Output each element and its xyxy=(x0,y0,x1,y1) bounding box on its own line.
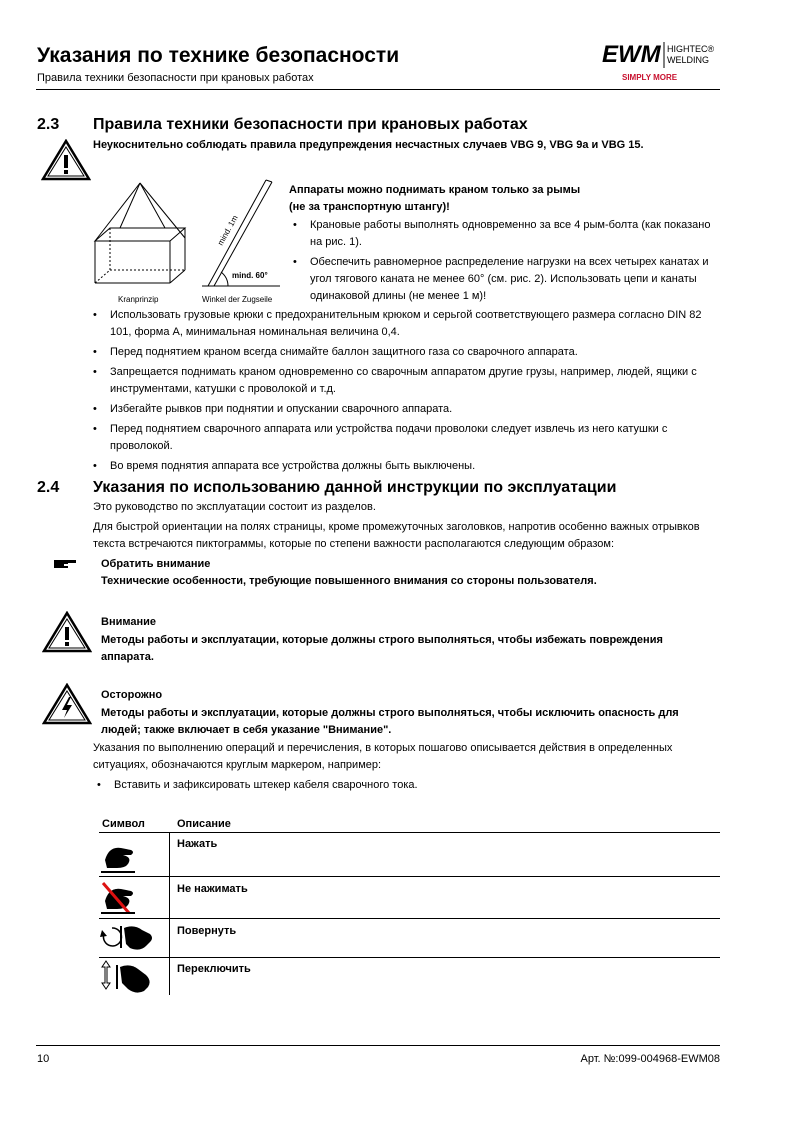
figure-caption-left: Kranprinzip xyxy=(118,295,159,304)
caution-text: Методы работы и эксплуатации, которые должны строго выполняться, чтобы избежать повреждения аппарата. xyxy=(101,634,663,663)
lift-heading: Аппараты можно поднимать краном только за рымы (не за транспортную штангу)! xyxy=(289,184,581,213)
lift-bullet-list xyxy=(289,217,719,308)
caution-triangle-icon xyxy=(42,611,92,658)
column-header-symbol: Символ xyxy=(102,818,145,830)
footer-divider xyxy=(36,1045,720,1046)
figure-caption-right: Winkel der Zugseile xyxy=(202,295,273,304)
pointing-hand-icon xyxy=(54,557,78,576)
list-item: • Перед поднятием сварочного аппарата или устройства подачи проволоки следует извлечь из него катушки с проволокой. xyxy=(89,421,719,455)
electric-hazard-icon xyxy=(42,683,92,730)
danger-text: Методы работы и эксплуатации, которые должны строго выполняться, чтобы исключить опасность для людей; также включает в себя указание "Внимание". xyxy=(101,707,679,736)
table-divider xyxy=(99,918,720,919)
section-number: 2.3 xyxy=(37,116,60,133)
press-hand-icon xyxy=(101,838,137,879)
intro-text-2: Для быстрой ориентации на полях страницы, кроме промежуточных заголовков, напротив особенно важных отрывков текста встречаются пиктограммы, которые по степени важности располагаются следующим образом: xyxy=(93,521,700,550)
note-text: Технические особенности, требующие повышенного внимания со стороны пользователя. xyxy=(101,575,597,587)
warning-triangle-icon xyxy=(41,139,91,186)
intro-text-1: Это руководство по эксплуатации состоит из разделов. xyxy=(93,501,376,513)
list-item: • Запрещается поднимать краном одновременно со сварочным аппаратом другие грузы, например, людей, ящики с инструментами, катушки с проволокой и т.д. xyxy=(89,364,719,398)
switch-hand-icon xyxy=(100,959,160,1000)
table-divider xyxy=(99,876,720,877)
table-cell-description: Нажать xyxy=(177,838,218,850)
svg-text:WELDING: WELDING xyxy=(667,55,710,65)
list-item: • Перед поднятием краном всегда снимайте баллон защитного газа со сварочного аппарата. xyxy=(89,344,719,361)
warning-text: Неукоснительно соблюдать правила предупреждения несчастных случаев VBG 9, VBG 9a и VBG 15. xyxy=(93,139,644,151)
page-number: 10 xyxy=(37,1053,50,1065)
do-not-press-icon xyxy=(101,879,137,920)
list-item: • Крановые работы выполнять одновременно за все 4 рым-болта (как показано на рис. 1). xyxy=(289,217,719,251)
crane-figure xyxy=(90,178,285,313)
steps-text: Указания по выполнению операций и перечисления, в которых пошагово описывается действия в определенных ситуациях, обозначаются круглым маркером, например: xyxy=(93,742,673,771)
svg-text:EWM: EWM xyxy=(602,41,661,68)
list-item: • Во время поднятия аппарата все устройства должны быть выключены. xyxy=(89,458,719,475)
crane-bullet-list xyxy=(89,307,719,478)
svg-text:SIMPLY MORE: SIMPLY MORE xyxy=(622,73,678,82)
rotate-hand-icon xyxy=(100,920,160,959)
list-item: • Обеспечить равномерное распределение нагрузки на всех четырех канатах и угол тягового каната не менее 60° (см. рис. 2). Использовать цепи и канаты одинаковой длины (не менее 1 м)! xyxy=(289,254,719,305)
list-item: • Вставить и зафиксировать штекер кабеля сварочного тока. xyxy=(93,777,713,794)
column-header-description: Описание xyxy=(177,818,231,830)
table-cell-description: Не нажимать xyxy=(177,883,248,895)
danger-heading: Осторожно xyxy=(101,689,163,701)
page-title: Указания по технике безопасности xyxy=(37,44,400,67)
table-divider xyxy=(99,832,720,833)
label-angle: mind. 60° xyxy=(232,271,268,280)
caution-heading: Внимание xyxy=(101,616,156,628)
ewm-logo xyxy=(600,38,725,84)
label-length: mind. 1m xyxy=(215,213,240,247)
note-heading: Обратить внимание xyxy=(101,558,211,570)
table-cell-description: Переключить xyxy=(177,963,251,975)
page-subtitle: Правила техники безопасности при крановых работах xyxy=(37,72,314,84)
svg-text:HIGHTEC®: HIGHTEC® xyxy=(667,44,715,54)
section-heading: Указания по использованию данной инструкции по эксплуатации xyxy=(93,479,617,496)
section-heading: Правила техники безопасности при крановых работах xyxy=(93,116,528,133)
table-column-divider xyxy=(169,832,170,995)
list-item: • Использовать грузовые крюки с предохранительным крюком и серьгой соответствующего размера согласно DIN 82 101, форма A, минимальная номинальная величина 0,4. xyxy=(89,307,719,341)
article-number: Арт. №:099-004968-EWM08 xyxy=(580,1053,720,1065)
step-example-list xyxy=(93,777,713,797)
table-cell-description: Повернуть xyxy=(177,925,237,937)
table-divider xyxy=(99,957,720,958)
header-divider xyxy=(36,89,720,90)
section-number: 2.4 xyxy=(37,479,60,496)
list-item: • Избегайте рывков при поднятии и опускании сварочного аппарата. xyxy=(89,401,719,418)
